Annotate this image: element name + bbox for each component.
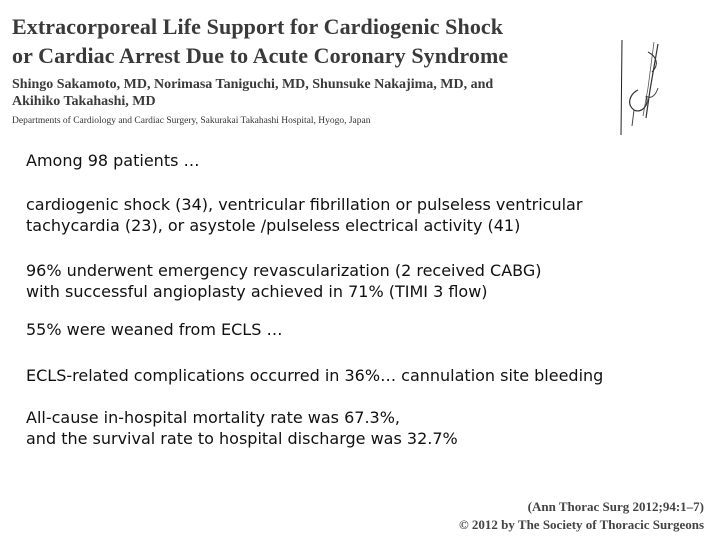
- title-line-2: or Cardiac Arrest Due to Acute Coronary Syndrome: [12, 43, 509, 68]
- revascularization-line-1: 96% underwent emergency revascularization (2 received CABG): [26, 261, 542, 280]
- authors-line-2: Akihiko Takahashi, MD: [12, 94, 156, 109]
- citation-block: [459, 498, 704, 534]
- authors-line-1: Shingo Sakamoto, MD, Norimasa Taniguchi, MD, Shunsuke Nakajima, MD, and: [12, 77, 494, 92]
- mortality-line-1: All-cause in-hospital mortality rate was 67.3%,: [26, 408, 401, 427]
- author-list: [12, 76, 612, 110]
- article-header: [12, 12, 612, 126]
- cannula-sketch-icon: [608, 30, 718, 140]
- title-line-1: Extracorporeal Life Support for Cardiogenic Shock: [12, 14, 504, 39]
- patients-paragraph: Among 98 patients …: [26, 151, 200, 170]
- journal-citation: (Ann Thorac Surg 2012;94:1–7): [527, 499, 704, 514]
- presentation-line-2: tachycardia (23), or asystole /pulseless electrical activity (41): [26, 216, 521, 235]
- copyright-notice: © 2012 by The Society of Thoracic Surgeons: [458, 517, 704, 532]
- mortality-line-2: and the survival rate to hospital discharge was 32.7%: [26, 429, 458, 448]
- revascularization-paragraph: [26, 260, 542, 302]
- article-title: [12, 12, 612, 70]
- affiliation: Departments of Cardiology and Cardiac Surgery, Sakurakai Takahashi Hospital, Hyogo, Japan: [12, 116, 371, 126]
- revascularization-line-2: with successful angioplasty achieved in 71% (TIMI 3 flow): [26, 282, 488, 301]
- mortality-paragraph: [26, 407, 458, 449]
- complications-paragraph: ECLS-related complications occurred in 36%… cannulation site bleeding: [26, 366, 604, 385]
- presentation-line-1: cardiogenic shock (34), ventricular fibrillation or pulseless ventricular: [26, 195, 583, 214]
- presentation-paragraph: [26, 194, 582, 236]
- weaning-paragraph: 55% were weaned from ECLS …: [26, 320, 283, 339]
